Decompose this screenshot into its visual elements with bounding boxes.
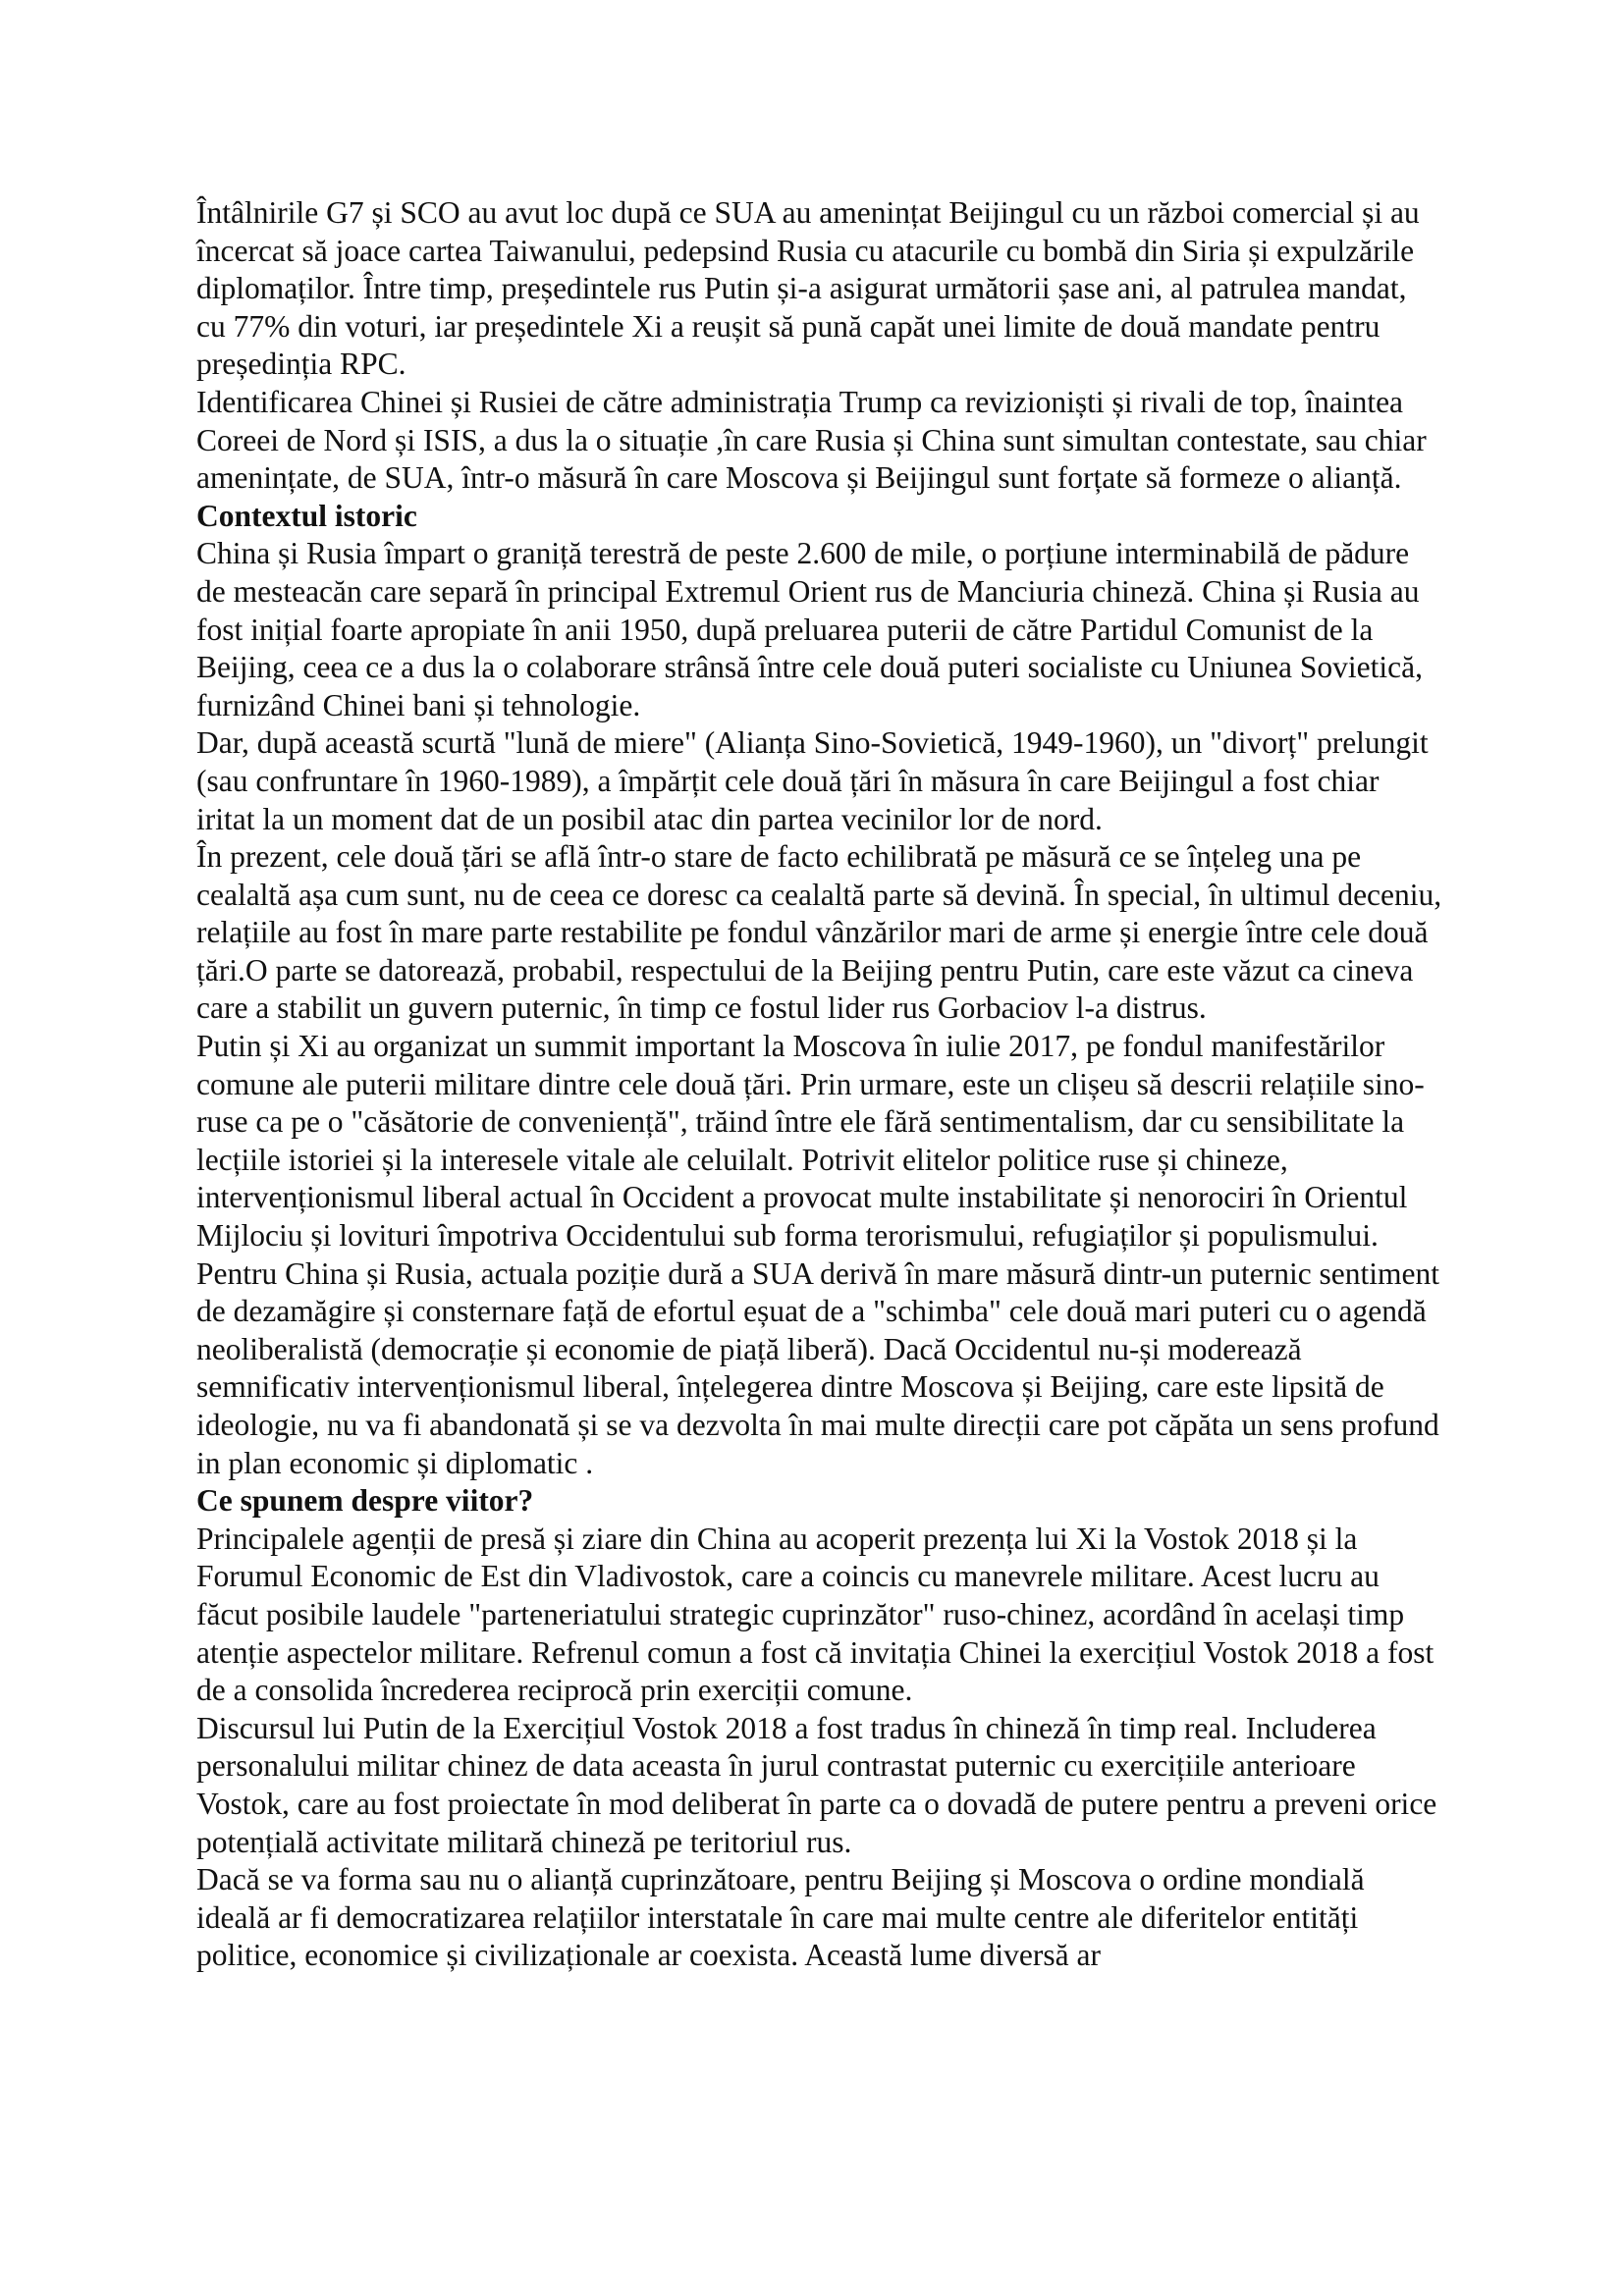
paragraph-world-order: Dacă se va forma sau nu o alianță cuprinzătoare, pentru Beijing și Moscova o ordine mondială ideală ar fi democratizarea relațiilor interstatale în care mai multe centre ale diferitelor entități politice, economice și civilizaționale ar coexista. Această lume diversă ar <box>196 1862 1365 1973</box>
paragraph-honeymoon-divorce: Dar, după această scurtă "lună de miere" (Alianța Sino-Sovietică, 1949-1960), un "divorț" prelungit (sau confruntare în 1960-1989), a împărțit cele două țări în măsura în care Beijingul a fost chiar iritat la un moment dat de un posibil atac din partea vecinilor lor de nord. <box>196 725 1429 836</box>
paragraph-border: China și Rusia împart o graniță terestră de peste 2.600 de mile, o porțiune interminabilă de pădure de mesteacăn care separă în principal Extremul Orient rus de Manciuria chineză. China și Rusia au fost inițial foarte apropiate în anii 1950, după preluarea puterii de către Partidul Comunist de la Beijing, ceea ce a dus la o colaborare strânsă între cele două puteri socialiste cu Uniunea Sovietică, furnizând Chinei bani și tehnologie. <box>196 536 1423 722</box>
paragraph-vostok-2018: Principalele agenții de presă și ziare din China au acoperit prezența lui Xi la Vostok 2018 și la Forumul Economic de Est din Vladivostok, care a coincis cu manevrele militare. Acest lucru au făcut posibile laudele "parteneriatului strategic cuprinzător" ruso-chinez, acordând în același timp atenție aspectelor militare. Refrenul comun a fost că invitația Chinei la exercițiul Vostok 2018 a fost de a consolida încrederea reciprocă prin exerciții comune. <box>196 1521 1435 1708</box>
paragraph-present-relations: În prezent, cele două țări se află într-o stare de facto echilibrată pe măsură ce se înțeleg una pe cealaltă așa cum sunt, nu de ceea ce doresc ca cealaltă parte să devină. În special, în ultimul deceniu, relațiile au fost în mare parte restabilite pe fondul vânzărilor mari de arme și energie între cele două țări.O parte se datorează, probabil, respectului de la Beijing pentru Putin, care este văzut ca cineva care a stabilit un guvern puternic, în timp ce fostul lider rus Gorbaciov l-a distrus. <box>196 839 1442 1026</box>
paragraph-summit-2017: Putin și Xi au organizat un summit important la Moscova în iulie 2017, pe fondul manifestărilor comune ale puterii militare dintre cele două țări. Prin urmare, este un clișeu să descrii relațiile sino-ruse ca pe o "căsătorie de conveniență", trăind între ele fără sentimentalism, dar cu sensibilitate la lecțiile istoriei și la interesele vitale ale celuilalt. Potrivit elitelor politice ruse și chineze, intervenționismul liberal actual în Occident a provocat multe instabilitate și nenorociri în Orientul Mijlociu și lovituri împotriva Occidentului sub forma terorismului, refugiaților și populismului. <box>196 1029 1425 1254</box>
paragraph-us-stance: Pentru China și Rusia, actuala poziție dură a SUA derivă în mare măsură dintr-un puternic sentiment de dezamăgire și consternare față de efortul eșuat de a "schimba" cele două mari puteri cu o agendă neoliberalistă (democrație și economie de piață liberă). Dacă Occidentul nu-și moderează semnificativ intervenționismul liberal, înțelegerea dintre Moscova și Beijing, care este lipsită de ideologie, nu va fi abandonată și se va dezvolta în mai multe direcții care pot căpăta un sens profund in plan economic și diplomatic . <box>196 1255 1440 1480</box>
paragraph-trump-administration: Identificarea Chinei și Rusiei de către administrația Trump ca revizioniști și rivali de top, înaintea Coreei de Nord și ISIS, a dus la o situație ,în care Rusia și China sunt simultan contestate, sau chiar amenințate, de SUA, într-o măsură în care Moscova și Beijingul sunt forțate să formeze o alianță. <box>196 384 1427 496</box>
document-page <box>196 194 1443 1975</box>
heading-historical-context: Contextul istoric <box>196 498 417 533</box>
heading-future: Ce spunem despre viitor? <box>196 1483 534 1519</box>
paragraph-g7-sco: Întâlnirile G7 și SCO au avut loc după ce SUA au amenințat Beijingul cu un război comercial și au încercat să joace cartea Taiwanului, pedepsind Rusia cu atacurile cu bombă din Siria și expulzările diplomaților. Între timp, președintele rus Putin și-a asigurat următorii șase ani, al patrulea mandat, cu 77% din voturi, iar președintele Xi a reușit să pună capăt unei limite de două mandate pentru președinția RPC. <box>196 195 1420 382</box>
paragraph-putin-speech: Discursul lui Putin de la Exercițiul Vostok 2018 a fost tradus în chineză în timp real. Includerea personalului militar chinez de data aceasta în jurul contrastat puternic cu exercițiile anterioare Vostok, care au fost proiectate în mod deliberat în parte ca o dovadă de putere pentru a preveni orice potențială activitate militară chineză pe teritoriul rus. <box>196 1710 1437 1859</box>
